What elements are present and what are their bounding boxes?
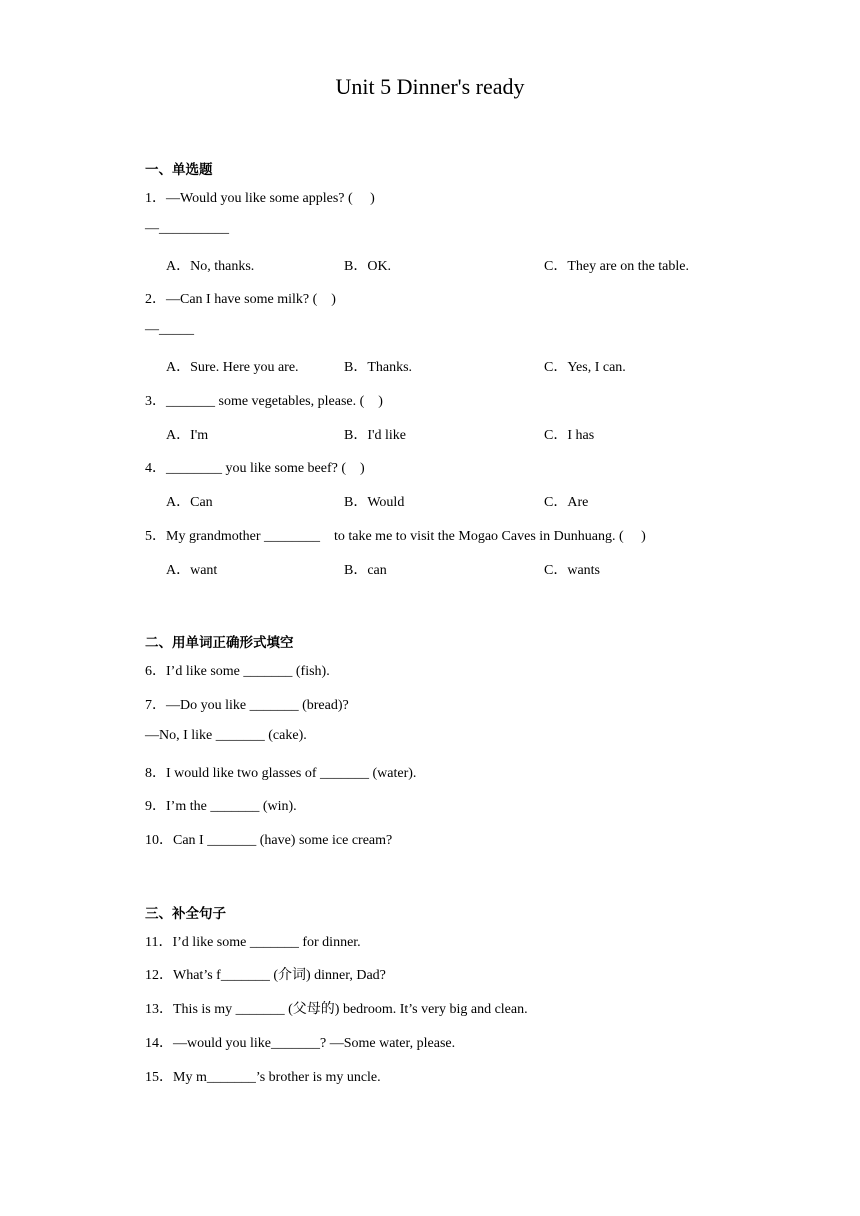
q1-option-a: A．No, thanks.	[166, 259, 255, 274]
q4-option-a: A．Can	[166, 495, 213, 510]
answer-line-1: —__________	[145, 221, 229, 236]
q2-option-c: C．Yes, I can.	[544, 360, 626, 375]
question-13: 13．This is my _______ (父母的) bedroom. It’s very big and clean.	[145, 1002, 528, 1017]
question-14: 14．—would you like_______? —Some water, please.	[145, 1036, 456, 1051]
q3-option-c: C．I has	[544, 428, 595, 443]
q3-option-a: A．I'm	[166, 428, 209, 443]
question-15: 15．My m_______’s brother is my uncle.	[145, 1070, 381, 1085]
q5-option-c: C．wants	[544, 563, 600, 578]
q2-option-a: A．Sure. Here you are.	[166, 360, 299, 375]
question-9: 9．I’m the _______ (win).	[145, 799, 297, 814]
q2-option-b: B．Thanks.	[344, 360, 413, 375]
q4-option-b: B．Would	[344, 495, 405, 510]
q5-option-b: B．can	[344, 563, 387, 578]
question-12: 12．What’s f_______ (介词) dinner, Dad?	[145, 968, 386, 983]
page-title: Unit 5 Dinner's ready	[335, 74, 525, 99]
answer-line-2: —_____	[145, 322, 194, 337]
question-2: 2．—Can I have some milk? ( )	[145, 292, 336, 307]
section-heading-1: 一、单选题	[145, 162, 213, 178]
q1-option-b: B．OK.	[344, 259, 392, 274]
question-1: 1．—Would you like some apples? ( )	[145, 191, 375, 206]
question-6: 6．I’d like some _______ (fish).	[145, 664, 330, 679]
question-10: 10．Can I _______ (have) some ice cream?	[145, 833, 393, 848]
question-7: 7．—Do you like _______ (bread)?	[145, 698, 349, 713]
question-8: 8．I would like two glasses of _______ (water).	[145, 766, 417, 781]
question-4: 4．________ you like some beef? ( )	[145, 461, 365, 476]
q1-option-c: C．They are on the table.	[544, 259, 690, 274]
q3-option-b: B．I'd like	[344, 428, 407, 443]
question-7-reply: —No, I like _______ (cake).	[145, 728, 307, 743]
q5-option-a: A．want	[166, 563, 218, 578]
section-heading-3: 三、补全句子	[145, 906, 226, 922]
section-heading-2: 二、用单词正确形式填空	[145, 635, 294, 651]
question-11: 11．I’d like some _______ for dinner.	[145, 935, 361, 950]
question-5: 5．My grandmother ________ to take me to visit the Mogao Caves in Dunhuang. ( )	[145, 529, 646, 544]
question-3: 3．_______ some vegetables, please. ( )	[145, 394, 383, 409]
q4-option-c: C．Are	[544, 495, 589, 510]
